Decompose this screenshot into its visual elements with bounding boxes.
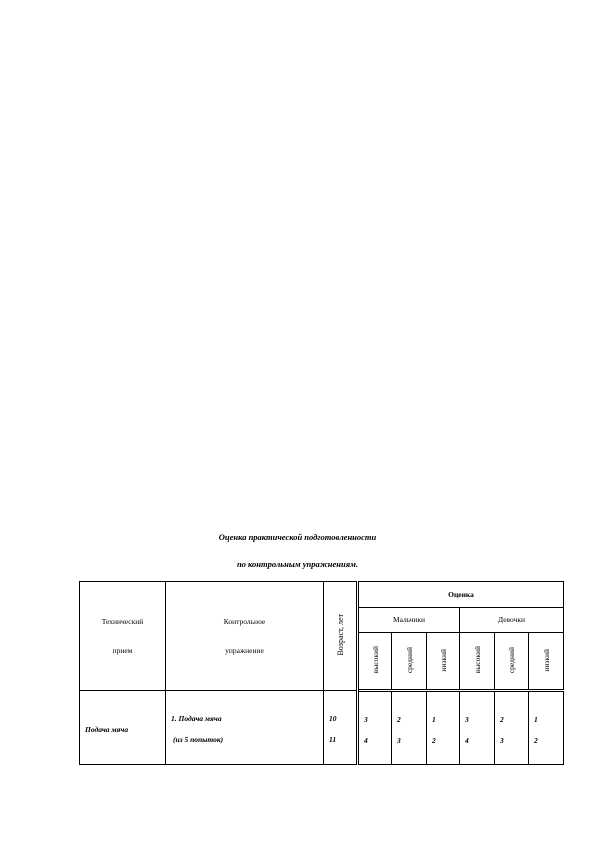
table-title-line-1: Оценка практической подготовленности <box>218 532 377 542</box>
grade-value: 4 <box>364 735 368 745</box>
exercise-name: 1. Подача мяча <box>171 714 222 724</box>
girls-level-low: низкий <box>529 632 564 691</box>
girls-high-values <box>460 691 495 765</box>
grade-value: 4 <box>465 735 469 745</box>
girls-low-values <box>529 691 564 765</box>
girls-level-mid: средний <box>495 632 529 691</box>
boys-high-values <box>358 691 392 765</box>
grade-value: 1 <box>432 714 436 724</box>
grade-value: 3 <box>500 735 504 745</box>
age-header: Возраст, лет <box>335 614 345 656</box>
assessment-table <box>79 581 564 765</box>
age-value: 11 <box>329 735 337 745</box>
boys-low-values <box>427 691 460 765</box>
exercise-header-cell <box>166 582 324 691</box>
age-value: 10 <box>329 714 337 724</box>
grade-value: 1 <box>534 714 538 724</box>
grade-value: 2 <box>432 735 436 745</box>
exercise-header-line-1: Контрольное <box>223 617 266 627</box>
boys-level-mid: средний <box>392 632 427 691</box>
boys-level-low: низкий <box>427 632 460 691</box>
grade-value: 2 <box>397 714 401 724</box>
grade-value: 2 <box>534 735 538 745</box>
age-values-cell <box>324 691 358 765</box>
technique-cell <box>80 691 166 765</box>
technique-value: Подача мяча <box>85 724 129 734</box>
grade-value: 2 <box>500 714 504 724</box>
grade-header: Оценка <box>358 582 564 608</box>
grade-value: 3 <box>465 714 469 724</box>
technique-header-cell <box>80 582 166 691</box>
exercise-attempts: (из 5 попыток) <box>173 735 224 745</box>
age-header-cell <box>324 582 358 691</box>
grade-value: 3 <box>397 735 401 745</box>
girls-header: Девочки <box>460 608 564 632</box>
boys-mid-values <box>392 691 427 765</box>
boys-level-high: высокий <box>358 632 392 691</box>
technique-header-line-2: прием <box>112 646 133 656</box>
girls-mid-values <box>495 691 529 765</box>
technique-header-line-1: Технический <box>101 617 144 627</box>
table-title-line-2: по контрольным упражнениям. <box>236 559 359 569</box>
table-row <box>80 691 564 765</box>
grade-value: 3 <box>364 714 368 724</box>
boys-header: Мальчики <box>358 608 460 632</box>
exercise-header-line-2: упражнение <box>225 646 264 656</box>
girls-level-high: высокий <box>460 632 495 691</box>
exercise-cell <box>166 691 324 765</box>
